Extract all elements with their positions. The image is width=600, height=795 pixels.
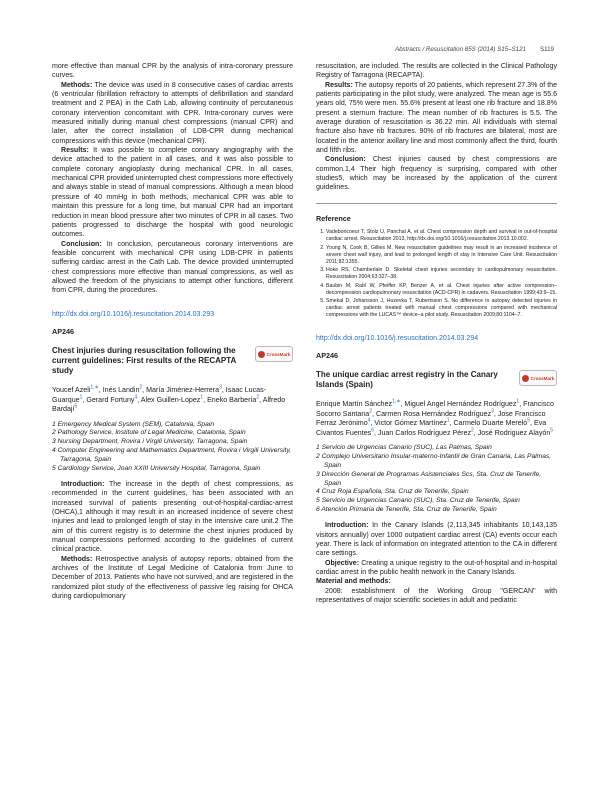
abstract-code-right: AP246 bbox=[316, 350, 338, 360]
reference-list bbox=[316, 229, 557, 319]
author-name[interactable]: Alex Guillen-Lopez bbox=[140, 395, 201, 404]
reference-item: 5. Smekal D, Johansson J, Huzevka T, Rubertsson S. No difference in autopsy detected injuries in cardiac arrest patients treated with manual chest compressions compared with mechanical compressions with the LUCAS™ device–a pilot study. Resuscitation 2009;80:1104–7. bbox=[326, 298, 557, 320]
author-name[interactable]: Eneko Barbería bbox=[207, 395, 257, 404]
author-name[interactable]: Enrique Martín Sánchez bbox=[316, 400, 393, 409]
author-name[interactable]: Inés Landin bbox=[102, 386, 140, 395]
results-paragraph-right: Results: The autopsy reports of 20 patients, which represent 27.3% of the patients participating in the pilot study, were analyzed. The mean age is 55.6 years old, 75% were men. 55.6% present at least one rib fracture and 18.8% present a sternum fracture. The mean number of rib fractures is 5.5. The average duration of resuscitation is 36.22 min. All individuals with sternal fracture also have rib fractures. 90% of rib fractures are bilateral, most are located in the anterior axillary line and most commonly affect the third, fourth and fifth ribs. bbox=[316, 81, 557, 155]
author-affiliation-mark: 2 bbox=[256, 394, 260, 401]
affiliation-item: 5 Cardiology Service, Joan XXIII University Hospital, Tarragona, Spain bbox=[52, 465, 261, 473]
crossmark-badge[interactable]: CrossMark bbox=[255, 346, 293, 362]
introduction-paragraph: Introduction: The increase in the depth of chest compressions, as recommended in the current guidelines, has been associated with an increased survival of patients presenting out-of-hospital-cardiac-arrest (OHCA),1 although it may result in an increased incidence of severe chest injuries and lead to prolonged length of stay in the intensive care unit.2 The aim of this current registry is to determine the chest injuries produced by manual compressions performed according to the guidelines of current clinical practice. bbox=[52, 480, 293, 554]
author-name[interactable]: José Rodriguez Alayón bbox=[477, 428, 551, 437]
author-affiliation-mark: 5 bbox=[527, 417, 531, 424]
author-name[interactable]: Juan Carlos Rodríguez Pérez bbox=[377, 428, 471, 437]
author-affiliation-mark: 5 bbox=[550, 427, 554, 434]
methods-paragraph-2: Methods: Retrospective analysis of autopsy reports, obtained from the archives of the Institute of Legal Medicine of Catalonia from June to December of 2013. Patients who have not survived, and are registered in the randomized pilot study of the effectiveness of passive leg raising for OHCA during cardiopulmonary bbox=[52, 555, 293, 601]
methods-paragraph: Methods: The device was used in 8 consecutive cases of cardiac arrests (6 ventricular fibrillation refractory to attempts of defibrillation and standard treatment and 2 PEA) in the Cath Lab, allowing continuity of percutaneous coronary intervention concomitant with CPR. Intra-coronary curves were measured initially during manual chest compressions (manual CPR) and later, after the correct installation of LDB-CPR during mechanical compressions with this device (mechanical CPR). bbox=[52, 81, 293, 145]
reference-item: 1. Vadeboncoeur T, Stolz U, Panchal A, et al. Chest compression depth and survival in out-of-hospital cardiac arrest. Resuscitation 2013, http://dx.doi.org/10.1016/j.resuscitation.2013.10.002. bbox=[326, 229, 557, 243]
reference-item: 2. Young N, Cook B, Gillies M. New resuscitation guidelines may result in an increased incidence of severe chest wall injury, and lead to prolonged length of stay in Intensive Care Unit. Resuscitation 2011;82:1355. bbox=[326, 245, 557, 267]
author-affiliation-mark: 2 bbox=[139, 384, 143, 391]
divider bbox=[316, 203, 557, 204]
page-number: S119 bbox=[540, 46, 554, 53]
author-affiliation-mark: 4 bbox=[134, 394, 138, 401]
author-affiliation-mark: 4 bbox=[367, 417, 371, 424]
abstract-title: Chest injuries during resuscitation following the current guidelines: First results of the RECAPTA study bbox=[52, 346, 237, 376]
doi-link[interactable]: http://dx.doi.org/10.1016/j.resuscitation.2014.03.293 bbox=[52, 310, 215, 318]
affiliation-item: 5 Servicio de Urgencias Canario (SUC), Sta. Cruz de Tenerife, Spain bbox=[316, 497, 520, 505]
crossmark-icon bbox=[522, 375, 529, 382]
affiliation-item: 6 Atención Primaria de Tenerife, Sta. Cruz de Tenerife, Spain bbox=[316, 506, 497, 514]
objective-paragraph: Objective: Creating a unique registry to the out-of-hospital and in-hospital cardiac arrest in the public health network in the Canary Islands. bbox=[316, 559, 557, 576]
affiliation-item: 1 Servicio de Urgencias Canario (SUC), Las Palmas, Spain bbox=[316, 443, 492, 451]
author-affiliation-mark: 1,∗ bbox=[90, 384, 99, 391]
abstract-continuation-right: resuscitation, are included. The results are collected in the Clinical Pathology Registry of Tarragona (RECAPTA). bbox=[316, 63, 557, 80]
author-name[interactable]: Alfredo Bardají bbox=[52, 395, 286, 414]
crossmark-icon bbox=[258, 351, 265, 358]
abstract-continuation: more effective than manual CPR by the analysis of intra-coronary pressure curves. bbox=[52, 63, 293, 80]
material-methods-paragraph: 2008: establishment of the Working Group "GERCAN" with representatives of major scientific societies in adult and pediatric bbox=[316, 587, 557, 604]
author-list-right: Enrique Martín Sánchez$^{1,∗}$, Miguel Angel Hernández Rodríguez$^1$, Francisco Socorro Santana$^2$, Carmen Rosa Hernández Rodríguez$^3$, Jose Francisco Ferraz Jerónimo$^4$, Victor Gómez Martínez$^1$, Carmelo Duarte Mereló$^5$, Eva Civantos Fuentes$^6$, Juan Carlos Rodríguez Pérez$^2$, José Rodriguez Alayón$^5$ bbox=[316, 398, 554, 437]
author-name[interactable]: María Jiménez-Herrera bbox=[146, 386, 220, 395]
author-name[interactable]: Carmelo Duarte Mereló bbox=[453, 419, 528, 428]
conclusion-paragraph: Conclusion: In conclusion, percutaneous coronary interventions are feasible concurrent with mechanical CPR using LDB-CPR in patients suffering cardiac arrest in the Cath Lab. The device provided uninterrupted chest compressions more effective than manual compressions, as well as allowed the freedom of the physicians to attempt other functions, different from CPR, during the procedures. bbox=[52, 240, 293, 295]
conclusion-paragraph-right: Conclusion: Chest injuries caused by chest compressions are common.1,4 Their high frequency is surprising, compared with other studies5, which may be increased by the application of the current guidelines. bbox=[316, 156, 557, 192]
author-affiliation-mark: 5 bbox=[74, 403, 78, 410]
author-name[interactable]: Isaac Lucas-Guarque bbox=[52, 386, 267, 404]
running-header bbox=[50, 46, 554, 58]
affiliations bbox=[52, 421, 293, 474]
author-name[interactable]: Gerard Fortuny bbox=[86, 395, 135, 404]
affiliation-item: 2 Pathology Service, Institute of Legal Medicine, Catalonia, Spain bbox=[52, 429, 246, 437]
reference-item: 4. Baubin M, Rabl W, Pfeiffer KP, Benzer A, et al. Chest injuries after active compression–decompression cardiopulmonary resuscitation (ACD-CPR) in cadavers. Resuscitation 1999;43:9–15. bbox=[326, 283, 557, 297]
left-column bbox=[52, 62, 293, 601]
author-name[interactable]: Victor Gómez Martínez bbox=[374, 419, 447, 428]
author-affiliation-mark: 2 bbox=[471, 427, 474, 434]
affiliation-item: 4 Cruz Roja Española, Sta. Cruz de Tenerife, Spain bbox=[316, 488, 469, 496]
author-affiliation-mark: 6 bbox=[371, 427, 374, 434]
author-affiliation-mark: 1 bbox=[200, 394, 204, 401]
affiliation-item: 2 Complejo Universitario Insular-materno-Infantil de Gran Canaria, Las Palmas, Spain bbox=[316, 452, 552, 469]
author-name[interactable]: Francisco Socorro Santana bbox=[316, 400, 554, 418]
affiliation-item: 3 Dirección General de Programas Asistenciales Scs, Sta. Cruz de Tenerife, Spain bbox=[316, 470, 542, 487]
author-affiliation-mark: 3 bbox=[491, 408, 494, 415]
author-affiliation-mark: 2 bbox=[369, 408, 373, 415]
right-column bbox=[316, 62, 557, 605]
author-name[interactable]: Youcef Azeli bbox=[52, 386, 91, 395]
author-affiliation-mark: 1,∗ bbox=[392, 398, 401, 405]
abstract-code: AP246 bbox=[52, 326, 74, 336]
affiliation-item: 3 Nursing Department, Rovira i Virgili University, Tarragona, Spain bbox=[52, 438, 248, 446]
abstract-title-right: The unique cardiac arrest registry in the Canary Islands (Spain) bbox=[316, 370, 498, 390]
results-paragraph: Results: It was possible to complete coronary angiography with the device attached to the patient in all cases, and it was also possible to complete coronary angioplasty during mechanical CPR. In all cases, mechanical CPR provided uninterrupted chest compressions more effectively and always stable in stead of manual compressions. Although a mean blood pressure of 40 mmHg in both methods, mechanical CPR was able to maintain this pressure for a long time, but manual CPR had an important reduction in mean blood pressure after two minutes of CPR in all cases. Two patients progressed to discharge the hospital with good neurologic outcomes. bbox=[52, 147, 293, 239]
crossmark-badge-right[interactable]: CrossMark bbox=[519, 370, 557, 386]
reference-heading: Reference bbox=[316, 213, 351, 223]
author-name[interactable]: Eva Civantos Fuentes bbox=[316, 419, 547, 437]
reference-item: 3. Hoke RS, Chamberlain D. Skeletal chest injuries secondary to cardiopulmonary resuscitation. Resuscitation 2004;63:327–38. bbox=[326, 267, 557, 281]
affiliation-item: 1 Emergency Medical System (SEM), Catalonia, Spain bbox=[52, 420, 215, 428]
affiliations-right bbox=[316, 444, 557, 515]
abstract-title-block-right bbox=[316, 370, 557, 390]
doi-link-right[interactable]: http://dx.doi.org/10.1016/j.resuscitation.2014.03.294 bbox=[316, 334, 479, 342]
author-affiliation-mark: 1 bbox=[79, 394, 83, 401]
author-name[interactable]: Jose Francisco Ferraz Jerónimo bbox=[316, 409, 546, 428]
affiliation-item: 4 Computer Engineering and Mathematics Department, Rovira i Virgili University, Tarragona, Spain bbox=[52, 447, 292, 464]
journal-citation: Abstracts / Resuscitation 85S (2014) S15–S121 bbox=[394, 46, 526, 53]
abstract-title-block bbox=[52, 346, 293, 376]
author-list: Youcef Azeli$^{1,∗}$, Inés Landin$^2$, María Jiménez-Herrera$^3$, Isaac Lucas-Guarque$^1$, Gerard Fortuny$^4$, Alex Guillen-Lopez$^1$, Eneko Barbería$^2$, Alfredo Bardají$^5$ bbox=[52, 384, 286, 414]
author-affiliation-mark: 1 bbox=[446, 417, 450, 424]
author-affiliation-mark: 3 bbox=[219, 384, 222, 391]
material-methods-heading: Material and methods: bbox=[316, 578, 391, 586]
author-affiliation-mark: 1 bbox=[516, 398, 520, 405]
author-name[interactable]: Miguel Angel Hernández Rodríguez bbox=[404, 400, 517, 409]
introduction-paragraph-right: Introduction: In the Canary Islands (2,113,345 inhabitants 10,143,135 visitors annually) over 1000 outpatient cardiac arrest (CA) events occur each year. There is lack of information on integrated attention to the CA in different care settings. bbox=[316, 522, 557, 558]
author-name[interactable]: Carmen Rosa Hernández Rodríguez bbox=[375, 409, 492, 418]
